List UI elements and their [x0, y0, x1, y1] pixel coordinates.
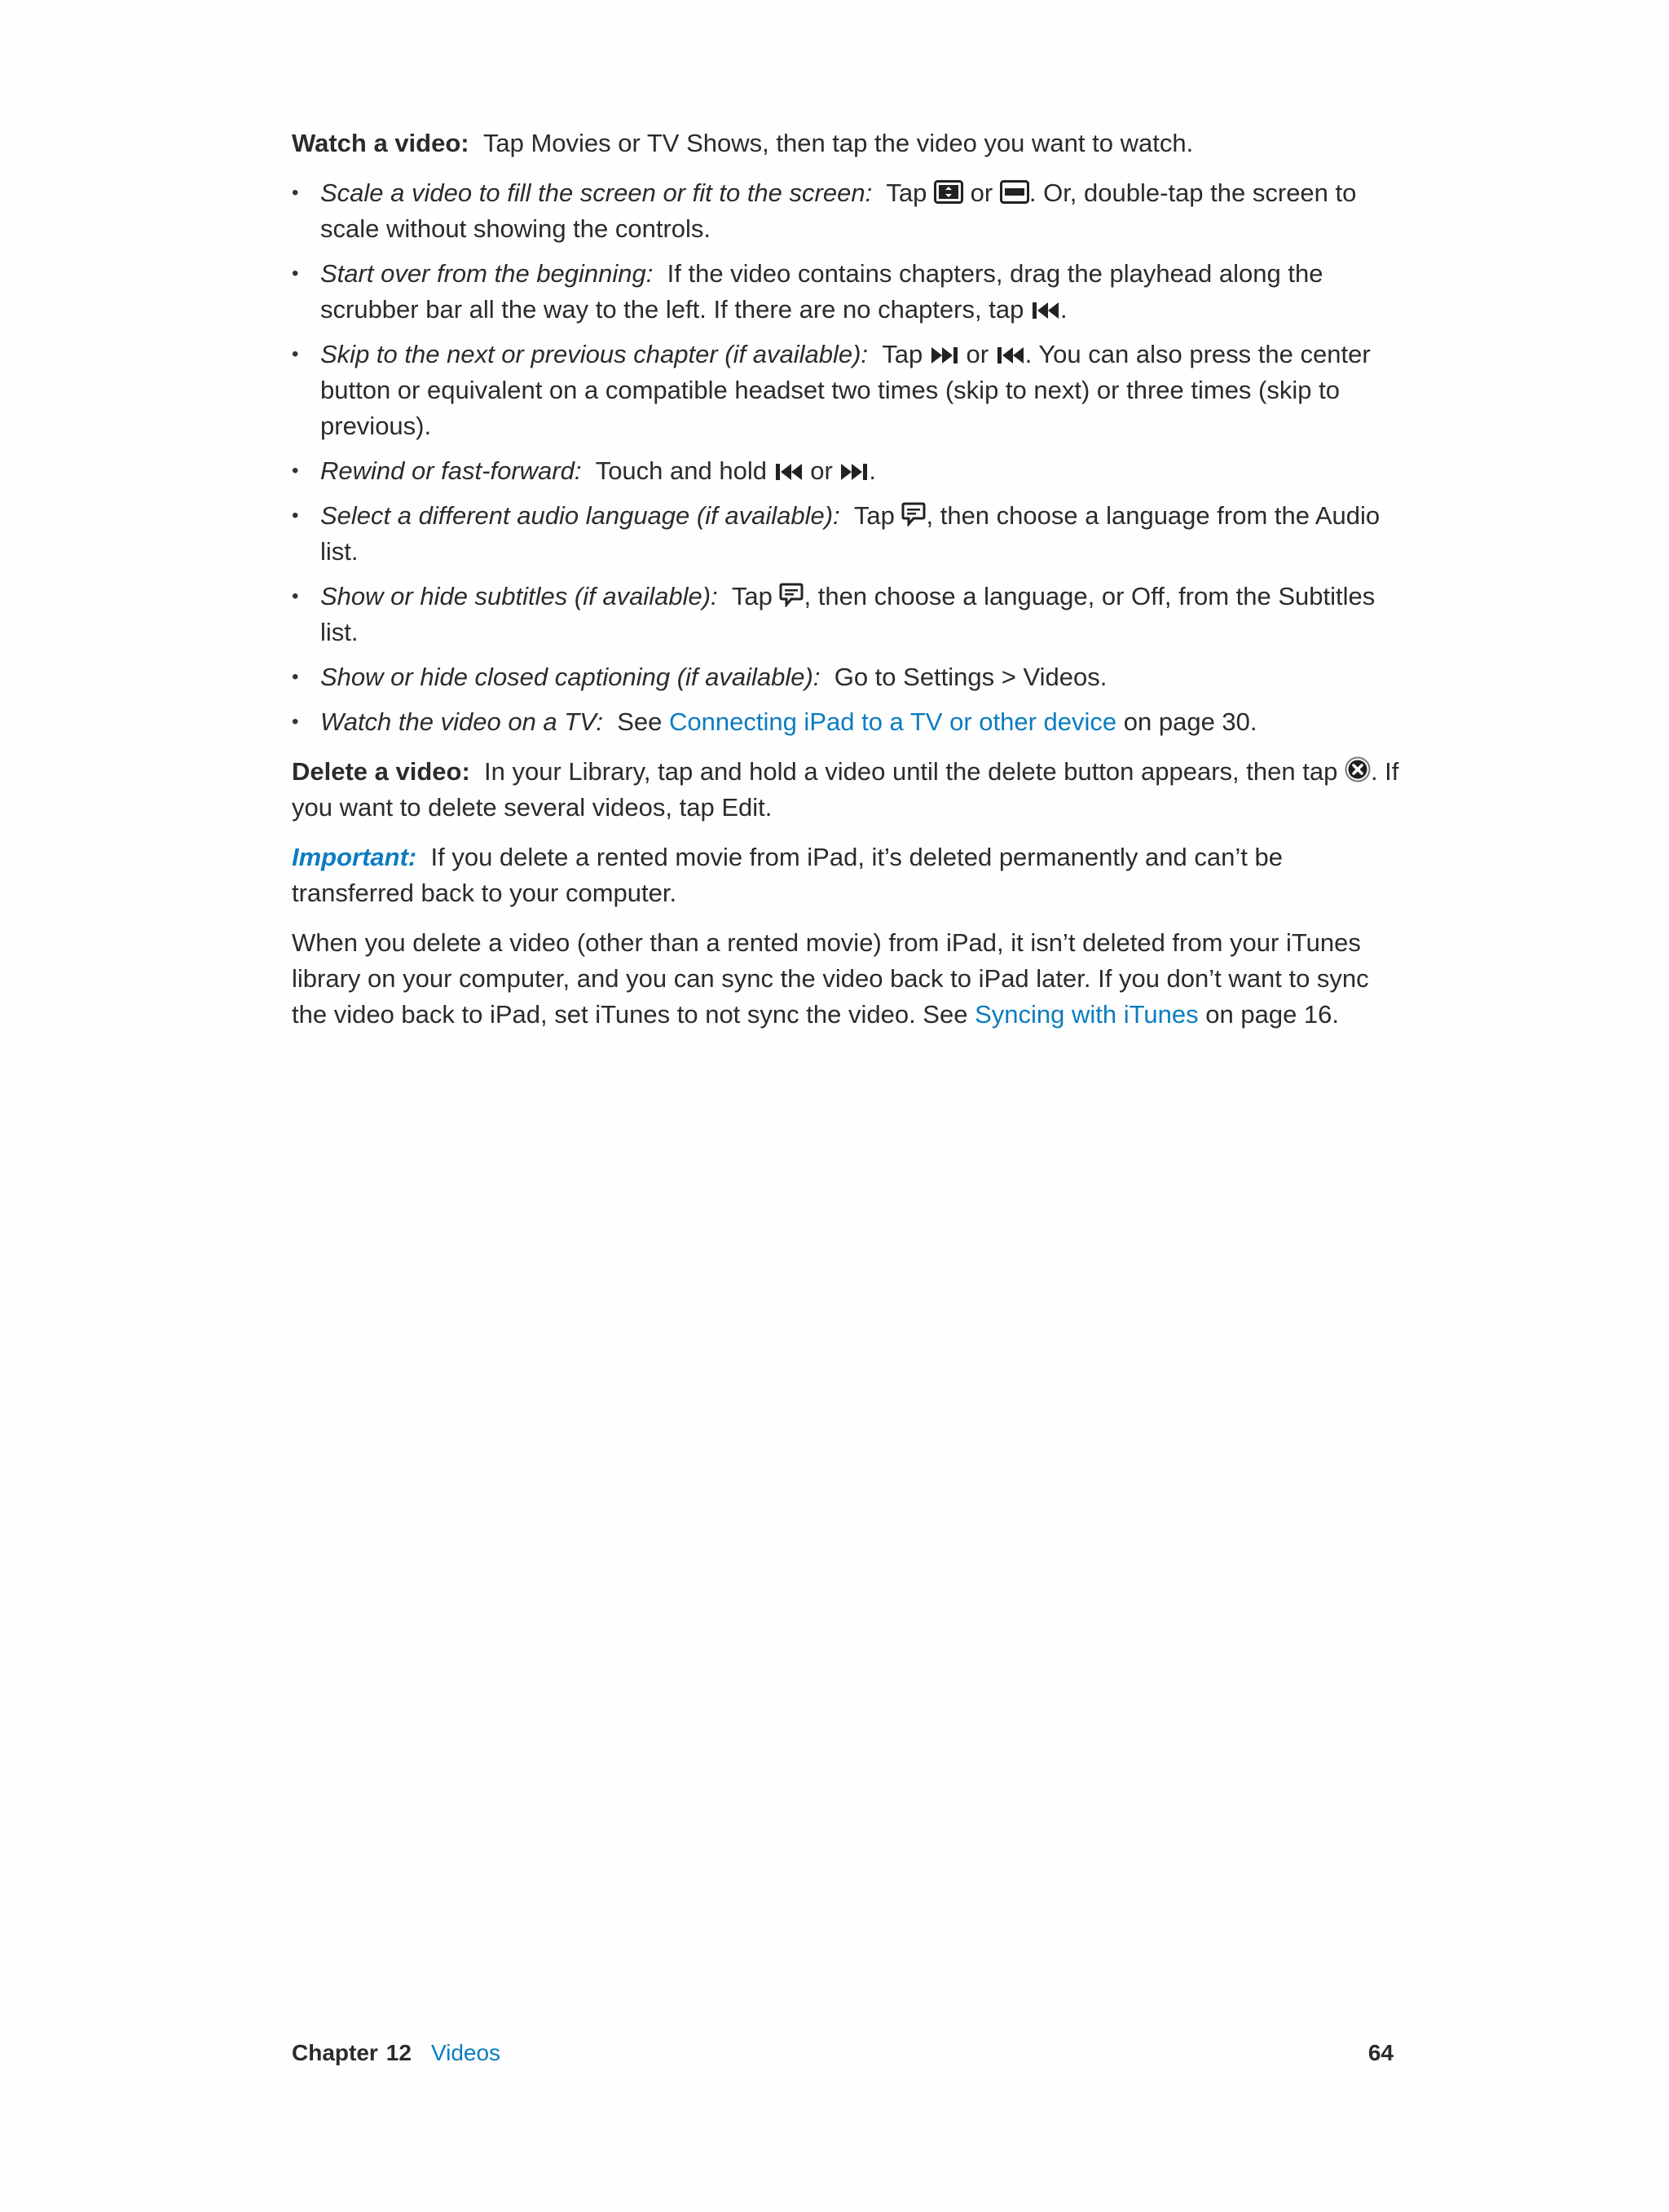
watch-video-text: Tap Movies or TV Shows, then tap the video you want to watch.: [482, 129, 1194, 157]
footer-chapter-number: 12: [385, 2040, 412, 2065]
previous-chapter-icon: [774, 462, 804, 482]
watch-video-lead: Watch a video:: [292, 129, 469, 157]
list-item-term: Show or hide subtitles (if available):: [320, 582, 718, 610]
list-item-text: .: [869, 456, 877, 485]
list-item-term: Watch the video on a TV:: [320, 707, 603, 736]
list-item: [292, 337, 1400, 444]
delete-circle-icon: [1345, 756, 1371, 782]
next-chapter-icon: [930, 346, 959, 365]
list-item-text: Tap: [853, 501, 895, 530]
list-item-term: Show or hide closed captioning (if available):: [320, 663, 821, 691]
list-item-text: If the video contains chapters, drag the playhead along the scrubber bar all the way to the left. If there are no chapters, tap: [320, 259, 1323, 324]
watch-video-paragraph: [292, 126, 1400, 161]
previous-chapter-icon: [1031, 301, 1060, 320]
list-item: [292, 498, 1400, 570]
list-item-text: Go to Settings > Videos.: [834, 663, 1108, 691]
list-item-text: . You can also press the center button or equivalent on a compatible headset two times (skip to next) or three times (skip to previous).: [320, 340, 1371, 440]
list-item: [292, 453, 1400, 489]
footer-section-link[interactable]: Videos: [430, 2040, 501, 2065]
delete-video-text: In your Library, tap and hold a video until the delete button appears, then tap: [484, 757, 1338, 786]
watch-options-list: [292, 175, 1400, 740]
list-item-text: or: [966, 340, 989, 368]
bullet-dot: •: [292, 666, 299, 688]
sync-text: When you delete a video (other than a rented movie) from iPad, it isn’t deleted from your iTunes library on your computer, and you can sync the video back to iPad later. If you don’t want to sync the video back to iPad, set iTunes to not sync the video. See: [292, 928, 1369, 1029]
bullet-dot: •: [292, 343, 299, 365]
list-item-text: Tap: [886, 178, 927, 207]
list-item-text: on page 30.: [1123, 707, 1257, 736]
speech-bubble-icon: [779, 583, 804, 607]
list-item: [292, 256, 1400, 328]
list-item: [292, 175, 1400, 247]
page-number: 64: [1367, 2040, 1394, 2065]
scale-fit-icon: [1000, 180, 1029, 204]
list-item-text: Tap: [731, 582, 773, 610]
bullet-dot: •: [292, 182, 299, 204]
bullet-dot: •: [292, 262, 299, 284]
list-item-term: Start over from the beginning:: [320, 259, 654, 288]
delete-video-paragraph: [292, 754, 1400, 826]
bullet-dot: •: [292, 711, 299, 733]
list-item-text: . Or, double-tap the screen to scale without showing the controls.: [320, 178, 1357, 243]
page-footer: [292, 2037, 1394, 2069]
list-item-text: See: [617, 707, 663, 736]
footer-chapter-label: Chapter: [292, 2040, 378, 2065]
sync-text: on page 16.: [1205, 1000, 1340, 1029]
syncing-with-itunes-link[interactable]: Syncing with iTunes: [975, 1000, 1199, 1029]
list-item: [292, 659, 1400, 695]
list-item-term: Select a different audio language (if available):: [320, 501, 840, 530]
next-chapter-icon: [839, 462, 869, 482]
list-item-term: Scale a video to fill the screen or fit to the screen:: [320, 178, 873, 207]
list-item-text: Touch and hold: [595, 456, 767, 485]
document-body: [292, 126, 1400, 1047]
delete-video-text: . If you want to delete several videos, tap Edit.: [292, 757, 1399, 822]
sync-paragraph: [292, 925, 1400, 1033]
list-item-text: or: [810, 456, 833, 485]
list-item-text: , then choose a language, or Off, from the Subtitles list.: [320, 582, 1376, 646]
bullet-dot: •: [292, 505, 299, 527]
bullet-dot: •: [292, 460, 299, 482]
important-text: If you delete a rented movie from iPad, it’s deleted permanently and can’t be transferred back to your computer.: [292, 843, 1283, 907]
previous-chapter-icon: [996, 346, 1025, 365]
list-item: [292, 579, 1400, 650]
list-item: [292, 704, 1400, 740]
list-item-term: Rewind or fast-forward:: [320, 456, 582, 485]
connecting-ipad-to-tv-link[interactable]: Connecting iPad to a TV or other device: [668, 707, 1117, 736]
list-item-text: Tap: [882, 340, 923, 368]
list-item-text: , then choose a language from the Audio list.: [320, 501, 1381, 566]
bullet-dot: •: [292, 585, 299, 607]
list-item-term: Skip to the next or previous chapter (if available):: [320, 340, 869, 368]
important-paragraph: [292, 839, 1400, 911]
list-item-text: or: [970, 178, 993, 207]
delete-video-lead: Delete a video:: [292, 757, 470, 786]
important-label: Important:: [292, 843, 417, 871]
scale-fill-icon: [934, 180, 963, 204]
speech-bubble-icon: [901, 502, 926, 527]
list-item-text: .: [1059, 295, 1068, 324]
